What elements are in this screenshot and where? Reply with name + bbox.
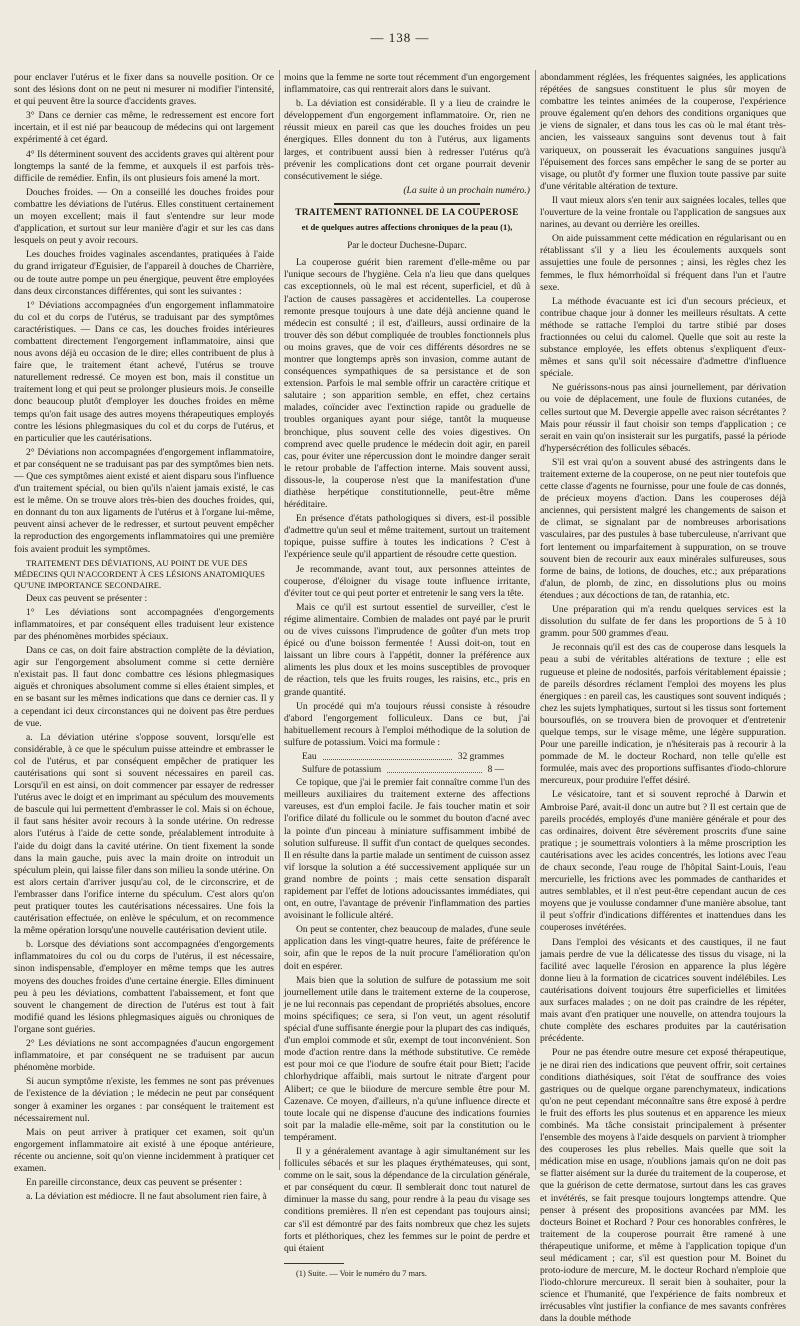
- article-author: Par le docteur Duchesne-Duparc.: [347, 240, 467, 251]
- paragraph: Je recommande, avant tout, aux personnes atteintes de couperose, d'éloigner du visage toute influence irritante, d'éviter tout ce qui peut porter et entretenir le sang vers la tête.: [284, 563, 530, 599]
- formula-ingredient: Eau: [302, 751, 317, 762]
- paragraph: Pour ne pas étendre outre mesure cet exposé thérapeutique, je ne dirai rien des indications que peuvent offrir, soit certaines conditions diathésiques, soit l'état de souffrance des voies gastriques ou de quelque organe parenchymateux, indications qu'on ne peut cependant méconnaître sans être exposé à perdre le fruit des efforts les plus soutenus et en apparence les mieux combinés. Ma tâche consistait principalement à présenter l'ensemble des moyens à l'aide desquels on parvient à triompher des couperoses les plus rebelles. Mais quelle que soit la médication mise en usage, n'oublions jamais qu'on ne doit pas se flatter aisément sur la durée du traitement de la couperose, et que la guérison de cette dermatose, surtout dans les cas graves et invétérés, se fait presque toujours longtemps attendre. Que penser à présent des propositions avancées par MM. les docteurs Boinet et Rochard ? Pour ces honorables confrères, le traitement de la couperose pourrait être ramené à une thérapeutique uniforme, et même à l'application topique d'un seul médicament ; car, s'il est question pour M. Boinet du proto-iodure de mercure, M. le docteur Rochard n'emploie que l'iodo-chlorure mercureux. Il serait bien à souhaiter, pour la science et l'humanité, que l'expérience de faits nombreux et irrécusables vînt justifier la confiance de mes savants confrères dans la double méthode: [540, 1047, 786, 1325]
- paragraph: 4° Ils déterminent souvent des accidents graves qui altèrent pour longtemps la santé de la femme, et auxquels il est parfois très-difficile de remédier. Enfin, ils ont plusieurs fois amené la mort.: [14, 148, 274, 184]
- paragraph: En présence d'états pathologiques si divers, est-il possible d'admettre qu'un seul et même traitement, surtout un traitement topique, puisse suffire à toutes les indications ? C'est à l'expérience seule qu'il appartient de résoudre cette question.: [284, 513, 530, 561]
- column-left: [14, 72, 274, 1203]
- footnote: (1) Suite. — Voir le numéro du 7 mars.: [296, 1268, 427, 1278]
- paragraph: Deux cas peuvent se présenter :: [26, 592, 148, 604]
- paragraph: Douches froides. — On a conseillé les douches froides pour combattre les déviations de l'utérus. Elles constituent certainement un moyen excellent; mais il faut s'entendre sur leur mode d'application, et surtout sur leur manière d'agir et sur les cas dans lesquels on peut y avoir recours.: [14, 186, 274, 247]
- paragraph: En pareille circonstance, deux cas peuvent se présenter :: [26, 1177, 243, 1189]
- paragraph: Mais bien que la solution de sulfure de potassium me soit journellement utile dans le traitement externe de la couperose, je ne lui reconnais pas cependant de propriétés absolues, encore moins spécifiques; ce sera, si l'on veut, un agent résolutif spécial d'une suffisante énergie pour la plupart des cas indiqués, d'un emploi commode et sûr, exempt de tout inconvénient. Son mode d'action rentre dans la méthode substitutive. Ce remède est pour moi ce que l'iodure de soufre était pour Biett; l'acide chlorhydrique affaibli, mais surtout le nitrate d'argent pour Alibert; ce que le biiodure de mercure semble être pour M. Cazenave. Ce moyen, d'ailleurs, n'a qu'une influence directe et toute locale qui ne dispense d'aucune des indications fournies soit par la maladie elle-même, soit par la constitution ou le tempérament.: [284, 974, 530, 1143]
- paragraph: Une préparation qui m'a rendu quelques services est la dissolution du sulfate de fer dans les proportions de 5 à 10 gramm. pour 500 grammes d'eau.: [540, 604, 786, 640]
- paragraph: Les douches froides vaginales ascendantes, pratiquées à l'aide du grand irrigateur d'Eguisier, de l'appareil à douches de Charrière, ou de toute autre pompe un peu énergique, peuvent être employées dans deux circonstances différentes, qui sont les suivantes :: [14, 249, 274, 297]
- paragraph: 2° Déviations non accompagnées d'engorgement inflammatoire, et par conséquent ne se traduisant pas par des symptômes bien nets. — Que ces symptômes aient existé et aient disparu sous l'influence d'un traitement spécial, ou bien qu'ils n'aient jamais existé, le cas est le même. On se trouve alors très-bien des douches froides, qui, en donnant du ton aux ligaments de l'utérus et à l'organe lui-même, peuvent ainsi achever de le redresser, et surtout peuvent empêcher la reproduction des engorgements inflammatoires qui une première fois avaient produit les symptômes.: [14, 446, 274, 555]
- paragraph: La couperose guérit bien rarement d'elle-même ou par l'unique secours de l'hygiène. Cela n'a lieu que dans quelques cas exceptionnels, où le mal est récent, superficiel, et dû à l'action de causes passagères et accidentelles. La couperose remonte presque toujours à une date déjà ancienne quand le médecin est consulté ; il est, d'ailleurs, aussi ordinaire de la trouver dès son début compliquée de troubles fonctionnels plus ou moins graves, que de voir ces différents désordres ne se montrer que longtemps après son invasion, comme autant de conséquences sympathiques de sa persistance et de son extension. Parfois le mal semble offrir un caractère critique et salutaire ; son apparition semble, en effet, chez certains malades, coïncider avec l'extinction rapide ou graduelle de troubles organiques ayant pour siége, tantôt la muqueuse bronchique, plus souvent celle des voies digestives. On comprend avec quelle prudence le médecin doit agir, en pareil cas, pour éviter une répercussion dont le moindre danger serait le retour probable de l'affection interne. Mais souvent aussi, dissous-le, la couperose n'est que la manifestation d'une diathèse herpétique constitutionnelle, peut-être même héréditaire.: [284, 257, 530, 511]
- paragraph: abondamment réglées, les fréquentes saignées, les applications répétées de sangsues constituent le plus sûr moyen de combattre les teintes animées de la couperose, l'expérience prouve également qu'en dehors des conditions organiques que je viens de signaler, et dans tous les cas où le mal étant très-ancien, les vaisseaux sanguins sont devenus tout à fait variqueux, on pousserait les évacuations sanguines jusqu'à l'épuisement des forces sans empêcher le sang de se porter au visage, ou plutôt d'y former une fluxion toute passive par suite d'une véritable altération de texture.: [540, 72, 786, 192]
- article-title: TRAITEMENT RATIONNEL DE LA COUPEROSE: [295, 207, 519, 218]
- paragraph: Il vaut mieux alors s'en tenir aux saignées locales, telles que l'ouverture de la veine frontale ou l'application de sangsues aux narines, au devant ou derrière les oreilles.: [540, 194, 786, 231]
- paragraph: a. La déviation est médiocre. Il ne faut absolument rien faire, à: [26, 1191, 267, 1203]
- leader-dots: [387, 764, 481, 773]
- column-right: [540, 72, 786, 1325]
- column-divider: [535, 70, 536, 1170]
- paragraph: Si aucun symptôme n'existe, les femmes ne sont pas prévenues de l'existence de la déviation ; le médecin ne peut par conséquent songer à examiner les organes : par conséquent le traitement est nécessairement nul.: [14, 1076, 274, 1124]
- paragraph: 1° Les déviations sont accompagnées d'engorgements inflammatoires, et par conséquent elles traduisent leur existence par des phénomènes morbides spéciaux.: [14, 606, 274, 642]
- paragraph: On peut se contenter, chez beaucoup de malades, d'une seule application dans les vingt-quatre heures, faite de préférence le soir, afin que le repos de la nuit procure l'amélioration qu'on doit en espérer.: [284, 924, 530, 972]
- article-subtitle: et de quelques autres affections chroniques de la peau (1),: [301, 222, 513, 233]
- paragraph: Le vésicatoire, tant et si souvent reproché à Darwin et Ambroise Paré, avait-il donc un autre but ? Il est certain que de pareils procédés, employés d'une manière générale et pour des cas ordinaires, doivent être sévèrement proscrits d'une saine pratique ; je soumettrais volontiers à la même proscription les cautérisations avec les acides concentrés, les lotions avec l'eau de chaux seconde, l'eau rouge de l'hôpital Saint-Louis, l'eau mercurielle, les frictions avec les pommades de cantharides et autres semblables, et il n'est peut-être cependant aucun de ces moyens que je voulusse condamner d'une manière absolue, tant il peut s'offrir d'indications différentes et inattendues dans les couperoses invétérées.: [540, 789, 786, 934]
- paragraph: moins que la femme ne sorte tout récemment d'un engorgement inflammatoire, cas qui rentrerait alors dans le suivant.: [284, 72, 530, 96]
- paragraph: Dans ce cas, on doit faire abstraction complète de la déviation, agir sur l'engorgement absolument comme si cette dernière n'existait pas. Il faut donc combattre ces lésions phlegmasiques aiguës et chroniques absolument comme si elles étaient simples, et en se basant sur les mêmes indications que dans ce dernier cas. Il y a cependant ici deux circonstances qui ne doivent pas être perdues de vue.: [14, 645, 274, 729]
- paragraph: Dans l'emploi des vésicants et des caustiques, il ne faut jamais perdre de vue la délicatesse des tissus du visage, ni la facilité avec laquelle l'érosion en apparence la plus légère donne lieu à la formation de cicatrices souvent indélébiles. Les cautérisations doivent toujours être superficielles et limitées aux surfaces malades ; on ne doit pas craindre de les répéter, mais avant d'en pratiquer une nouvelle, on attendra toujours la chute complète des eschares produites par la cautérisation précédente.: [540, 936, 786, 1045]
- paragraph: a. La déviation utérine s'oppose souvent, lorsqu'elle est considérable, à ce que le spéculum puisse atteindre et embrasser le col de l'utérus, et par conséquent empêcher de pratiquer les cautérisations qui sont si souvent nécessaires en pareil cas. Lorsqu'il en est ainsi, on doit commencer par essayer de redresser l'utérus avec le doigt et en imprimant au spéculum des mouvements de bascule qui lui permettent d'embrasser le col. Mais si on échoue, il faut sans hésiter avoir recours à la sonde utérine. On redresse alors l'utérus à l'aide de cette sonde, préalablement introduite à l'aide du doigt dans la cavité utérine. On tient fixement la sonde dans la main gauche, puis avec la main droite on introduit un spéculum plein, qui laisse filer dans son milieu la sonde utérine. On est alors certain d'arriver jusqu'au col, de le circonscrire, et de l'embrasser dans l'orifice interne du spéculum. C'est alors qu'on peut pratiquer toutes les cautérisations nécessaires. Une fois la cautérisation effectuée, on enlève le spéculum, et on recommence la même opération lorsqu'une nouvelle cautérisation devient utile.: [14, 731, 274, 937]
- paragraph: Mais on peut arriver à pratiquer cet examen, soit qu'un engorgement inflammatoire ait existé à une époque antérieure, récente ou ancienne, soit qu'on vienne incidemment à pratiquer cet examen.: [14, 1126, 274, 1174]
- paragraph: Un procédé qui m'a toujours réussi consiste à résoudre d'abord l'engorgement folliculeux. Dans ce but, j'ai habituellement recours à l'emploi méthodique de la solution de sulfure de potassium. Voici ma formule :: [284, 700, 530, 748]
- newspaper-page: [14, 10, 786, 1325]
- column-divider: [279, 70, 280, 1170]
- paragraph: Ne guérissons-nous pas ainsi journellement, par dérivation ou voie de déplacement, une foule de fluxions cutanées, de celles surtout que M. Devergie appelle avec raison sécrétantes ? Mais pour réussir il faut choisir son temps d'application ; ce serait en vain qu'on insisterait sur les purgatifs, passé la période d'hypersécrétion des follicules sébacés.: [540, 382, 786, 454]
- paragraph: Ce topique, que j'ai le premier fait connaître comme l'un des meilleurs auxiliaires du traitement externe des affections vareuses, est d'un emploi facile. Je fais toucher matin et soir l'orifice dilaté du follicule ou le sommet du bouton d'acné avec la pointe d'un pinceau à miniature suffisamment imbibé de solution sulfureuse. Il suffit d'un contact de quelques secondes. Il en résulte dans la partie malade un sentiment de cuisson assez vif lorsque la solution a été successivement appliquée sur un grand nombre de points ; mais cette sensation disparaît rapidement par l'effet de lotions adoucissantes immédiates, qui ont, en outre, l'avantage de prévenir l'inflammation des parties avoisinant le follicule altéré.: [284, 777, 530, 922]
- continued-note: (La suite à un prochain numéro.): [403, 184, 530, 196]
- section-heading: TRAITEMENT DES DÉVIATIONS, AU POINT DE VUE DES MÉDECINS QUI N'ACCORDENT À CES LÉSIONS ANATOMIQUES QU'UNE IMPORTANCE SECONDAIRE.: [14, 557, 265, 590]
- column-middle: [284, 72, 530, 1278]
- leader-dots: [323, 751, 452, 760]
- paragraph: La méthode évacuante est ici d'un secours précieux, et contribue chaque jour à donner les meilleurs résultats. A cette méthode se rattache l'emploi du tartre stibié par doses fractionnées ou celui du calomel. Quelle que soit au reste la substance employée, les effets obtenus s'expliquent d'eux-mêmes et sans qu'il soit nécessaire d'admettre d'influence spéciale.: [540, 295, 786, 380]
- paragraph: 2° Les déviations ne sont accompagnées d'aucun engorgement inflammatoire, et par conséquent ne se traduisent par aucun phénomène morbide.: [14, 1038, 274, 1074]
- paragraph: Il y a généralement avantage à agir simultanément sur les follicules sébacés et sur les plaques érythémateuses, qui sont, comme on le sait, sous la dépendance de la circulation générale, et par conséquent du cœur. Il semblerait donc tout naturel de diminuer la masse du sang, pour rendre à la peau du visage ses conditions premières. Il n'en est cependant pas toujours ainsi; car s'il est démontré par des faits nombreux que chez les sujets forts et pléthoriques, chez les femmes sur le point de perdre et qui étaient: [284, 1145, 530, 1254]
- paragraph: S'il est vrai qu'on a souvent abusé des astringents dans le traitement externe de la couperose, on ne peut nier toutefois que cette classe d'agents ne fournisse, pour une foule de cas donnés, de précieux moyens d'action. Dans les couperoses déjà anciennes, qui persistent malgré les changements de saison et de climat, se signalant par de nombreuses arborisations vasculaires, par des pustules à base tuberculeuse, n'arrivant que fort lentement ou imparfaitement à suppuration, on se trouve souvent bien de recourir aux eaux minérales sulfureuses, sous forme de bains, de lotions, de douches, etc.; aux préparations d'alun, de plomb, de zinc, en dissolutions plus ou moins étendues ; aux décoctions de tan, de ratanhia, etc.: [540, 456, 786, 601]
- paragraph: b. La déviation est considérable. Il y a lieu de craindre le développement d'un engorgement inflammatoire. Or, rien ne réussit mieux en pareil cas que les douches froides un peu énergiques. Elles donnent du ton à l'utérus, aux ligaments larges, et contribuent aussi bien à redresser l'utérus qu'à prévenir les complications dont cet organe pourrait devenir consécutivement le siége.: [284, 98, 530, 182]
- formula-amount: 32 grammes: [457, 751, 504, 762]
- footnote-divider: [284, 1263, 344, 1264]
- page-number: — 138 —: [370, 30, 430, 45]
- paragraph: 3° Dans ce dernier cas même, le redressement est encore fort incertain, et il est nié par beaucoup de médecins qui ont largement expérimenté à cet égard.: [14, 110, 274, 146]
- formula-amount: 8 —: [487, 765, 504, 776]
- paragraph: pour enclaver l'utérus et le fixer dans sa nouvelle position. Or ce sont des lésions dont on ne peut ni mesurer ni modifier l'intensité, et qui peuvent être la source d'accidents graves.: [14, 72, 274, 108]
- formula-line: [284, 751, 530, 763]
- paragraph: 1° Déviations accompagnées d'un engorgement inflammatoire du col et du corps de l'utérus, se traduisant par des symptômes caractéristiques. — Dans ce cas, les douches froides intérieures combattent directement l'engorgement inflammatoire, ainsi que nous avons déjà eu occasion de le dire; elles contribuent de plus à faire que, le traitement étant achevé, l'utérus se trouve naturellement redressé. Ce moyen est bon, mais il constitue un traitement long et qui peut se prolonger plusieurs mois. Je conseille donc beaucoup plutôt d'employer les douches froides en même temps qu'on fait usage des autres moyens thérapeutiques employés contre les lésions phlegmasiques du col et du corps de l'utérus, et en particulier que les cautérisations.: [14, 299, 274, 444]
- formula-line: [284, 764, 530, 776]
- paragraph: b. Lorsque des déviations sont accompagnées d'engorgements inflammatoires du col ou du corps de l'utérus, il est nécessaire, sinon indispensable, d'employer en même temps que les autres moyens des douches froides d'une certaine énergie. Elles diminuent peu à peu les déviations, combattent l'abaissement, et font que souvent le changement de direction de l'utérus est tout à fait modifié quand les lésions phlegmasiques aiguës ou chroniques de l'organe sont guéries.: [14, 939, 274, 1035]
- article-divider: [334, 203, 480, 205]
- formula-ingredient: Sulfure de potassium: [302, 765, 382, 776]
- paragraph: Mais ce qu'il est surtout essentiel de surveiller, c'est le régime alimentaire. Combien de malades ont payé par le prurit ou de vives cuissons l'imprudence de goûter d'un mets trop épicé ou d'une boisson fermentée ! Aussi doit-on, tout en laissant un libre cours à l'appétit, donner la préférence aux aliments les plus doux et les moins susceptibles de provoquer de réaction, tels que les fruits rouges, les raisins, etc., pris en grande quantité.: [284, 601, 530, 698]
- paragraph: Je reconnais qu'il est des cas de couperose dans lesquels la peau a subi de véritables altérations de texture ; elle est rugueuse et pleine de nodosités, parfois véritablement épaissie ; de pareils désordres réclament l'emploi des moyens les plus énergiques : en pareil cas, les caustiques sont souvent indiqués ; chez les sujets lymphatiques, surtout si les tissus sont fortement boursouflés, on se trouvera bien de provoquer et d'entretenir quelque temps, sur le visage même, une légère suppuration. Pour une pareille indication, je n'hésiterais pas à recourir à la pommade de M. le docteur Rochard, non telle qu'elle est formulée, mais avec des proportions suffisantes d'iodo-chlorure mercureux, pour produire l'effet désiré.: [540, 642, 786, 787]
- paragraph: On aide puissamment cette médication en régularisant ou en rétablissant s'il y a lieu les écoulements auxquels sont assujetties une foule de personnes ; ainsi, les règles chez les femmes, le flux hémorrhoïdal si fréquent dans l'un et l'autre sexe.: [540, 233, 786, 293]
